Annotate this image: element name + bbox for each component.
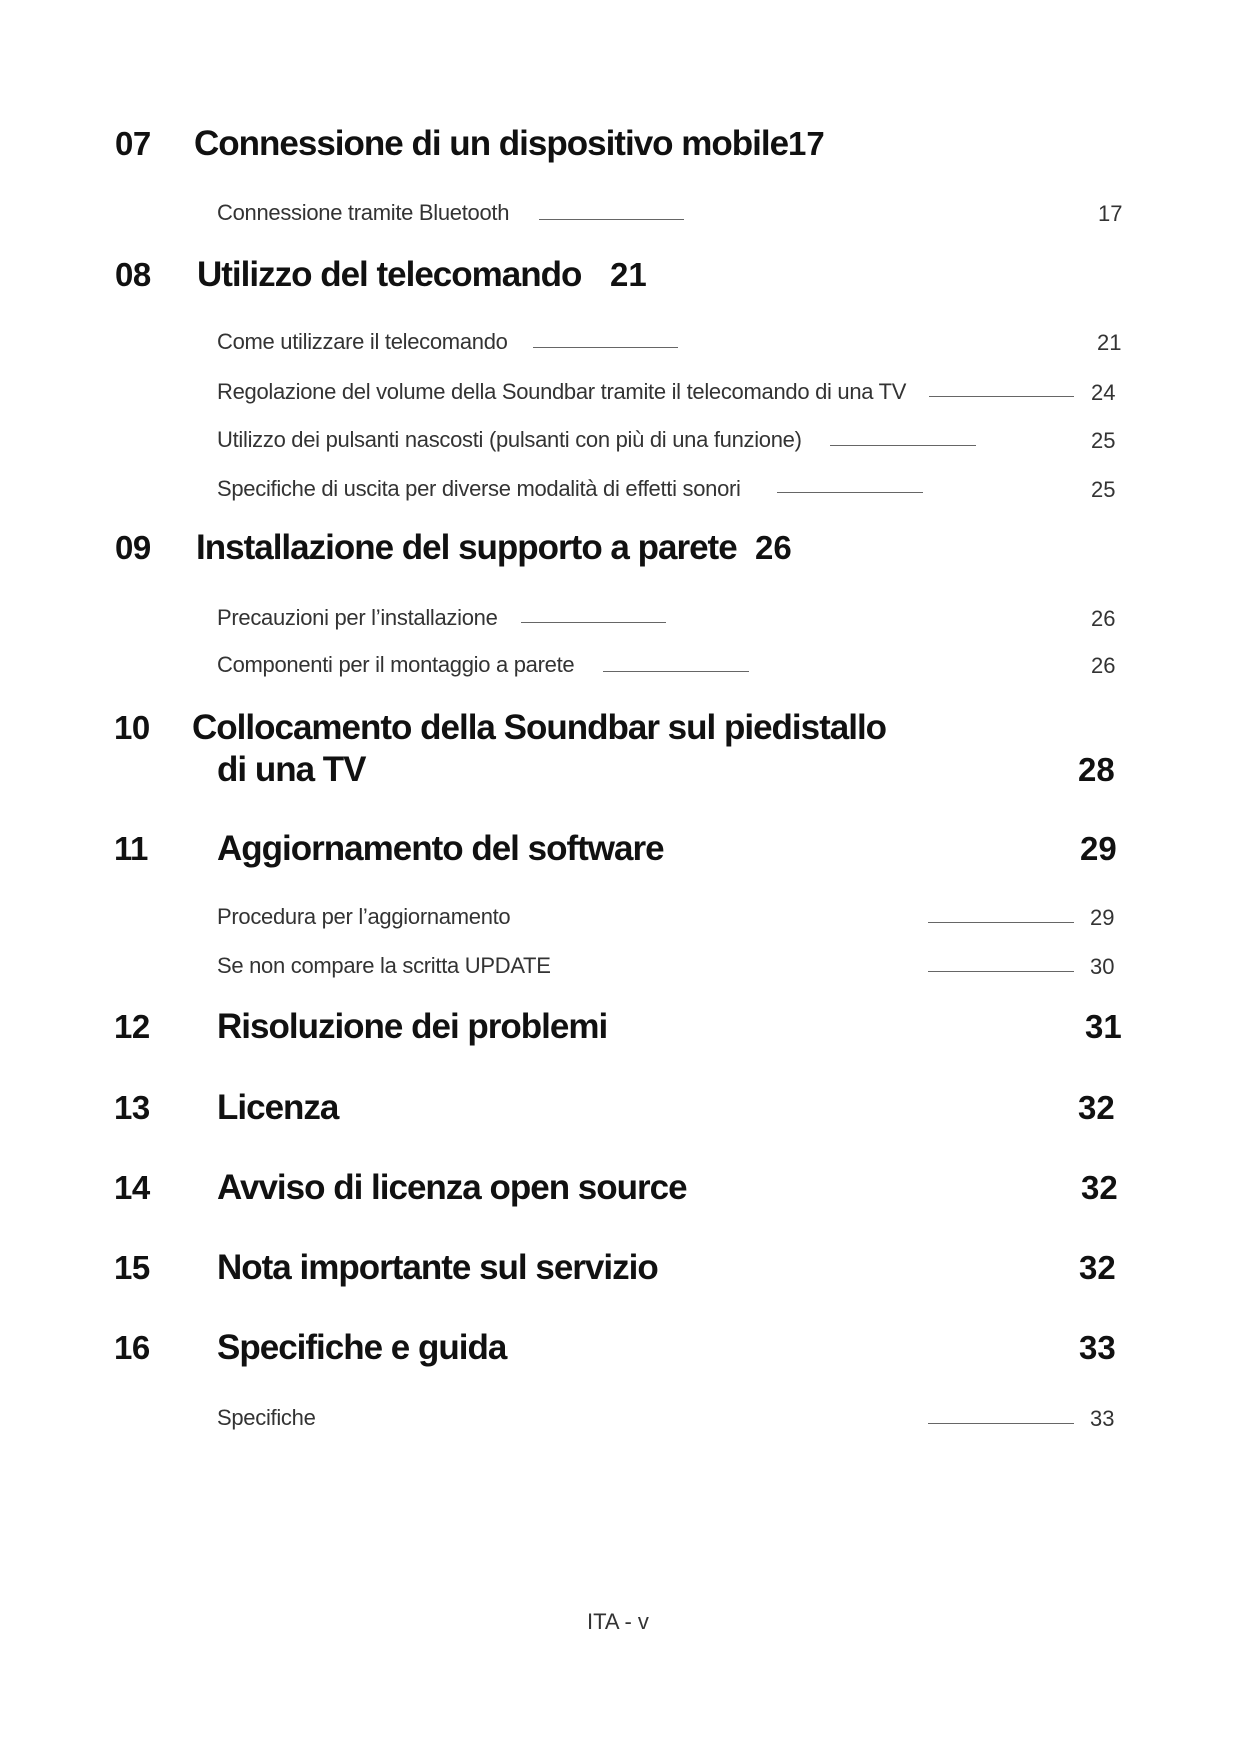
toc-item-title: Procedura per l’aggiornamento	[217, 904, 511, 929]
leader-line	[928, 1423, 1074, 1424]
chapter-page: 32	[1081, 1169, 1118, 1206]
toc-item-page: 25	[1091, 477, 1116, 502]
chapter-title-line1[interactable]: Collocamento della Soundbar sul piedistallo	[192, 708, 887, 747]
toc-item-page: 29	[1090, 905, 1115, 930]
toc-item-title: Utilizzo dei pulsanti nascosti (pulsanti con più di una funzione)	[217, 427, 802, 452]
leader-line	[777, 492, 923, 493]
chapter-title[interactable]: Nota importante sul servizio	[217, 1248, 658, 1287]
chapter-page: 32	[1079, 1249, 1116, 1286]
chapter-title[interactable]: Installazione del supporto a parete	[196, 528, 737, 567]
chapter-number: 16	[114, 1329, 150, 1366]
leader-line	[603, 671, 749, 672]
chapter-page: 28	[1078, 751, 1115, 788]
toc-item-title: Se non compare la scritta UPDATE	[217, 953, 551, 978]
toc-item-title: Precauzioni per l’installazione	[217, 605, 498, 630]
toc-item-title: Specifiche	[217, 1405, 316, 1430]
chapter-page: 29	[1080, 830, 1117, 867]
chapter-title[interactable]: Risoluzione dei problemi	[217, 1007, 608, 1046]
toc-item-title: Come utilizzare il telecomando	[217, 329, 508, 354]
toc-item-page: 21	[1097, 330, 1122, 355]
toc-item-title: Connessione tramite Bluetooth	[217, 200, 510, 225]
chapter-number: 15	[114, 1249, 150, 1286]
chapter-number: 13	[114, 1089, 150, 1126]
toc-item-page: 17	[1098, 201, 1123, 226]
chapter-title[interactable]: Licenza	[217, 1088, 339, 1127]
chapter-number: 11	[114, 830, 148, 867]
leader-line	[928, 971, 1074, 972]
toc-item-title: Componenti per il montaggio a parete	[217, 652, 575, 677]
chapter-number: 14	[114, 1169, 150, 1206]
chapter-title[interactable]: Avviso di licenza open source	[217, 1168, 687, 1207]
chapter-page: 17	[788, 125, 825, 162]
leader-line	[929, 396, 1074, 397]
chapter-title[interactable]: Specifiche e guida	[217, 1328, 507, 1367]
chapter-number: 10	[114, 709, 150, 746]
chapter-title[interactable]: Utilizzo del telecomando	[197, 255, 582, 294]
toc-item-page: 30	[1090, 954, 1115, 979]
chapter-number: 07	[115, 125, 151, 162]
chapter-page: 26	[755, 529, 792, 566]
chapter-title[interactable]: Connessione di un dispositivo mobile	[194, 124, 789, 163]
chapter-page: 31	[1085, 1008, 1122, 1045]
chapter-title[interactable]: Aggiornamento del software	[217, 829, 664, 868]
leader-line	[521, 622, 666, 623]
leader-line	[539, 219, 684, 220]
toc-item-page: 33	[1090, 1406, 1115, 1431]
leader-line	[830, 445, 976, 446]
chapter-title-line2[interactable]: di una TV	[217, 750, 366, 789]
chapter-page: 21	[610, 256, 647, 293]
toc-item-page: 25	[1091, 428, 1116, 453]
toc-item-title: Specifiche di uscita per diverse modalità di effetti sonori	[217, 476, 741, 501]
chapter-number: 08	[115, 256, 151, 293]
toc-item-page: 24	[1091, 380, 1116, 405]
toc-item-page: 26	[1091, 606, 1116, 631]
leader-line	[928, 922, 1074, 923]
leader-line	[533, 347, 678, 348]
chapter-number: 12	[114, 1008, 150, 1045]
chapter-number: 09	[115, 529, 151, 566]
toc-item-page: 26	[1091, 653, 1116, 678]
page-footer: ITA - v	[587, 1609, 649, 1634]
toc-item-title: Regolazione del volume della Soundbar tramite il telecomando di una TV	[217, 379, 907, 404]
chapter-page: 32	[1078, 1089, 1115, 1126]
chapter-page: 33	[1079, 1329, 1116, 1366]
